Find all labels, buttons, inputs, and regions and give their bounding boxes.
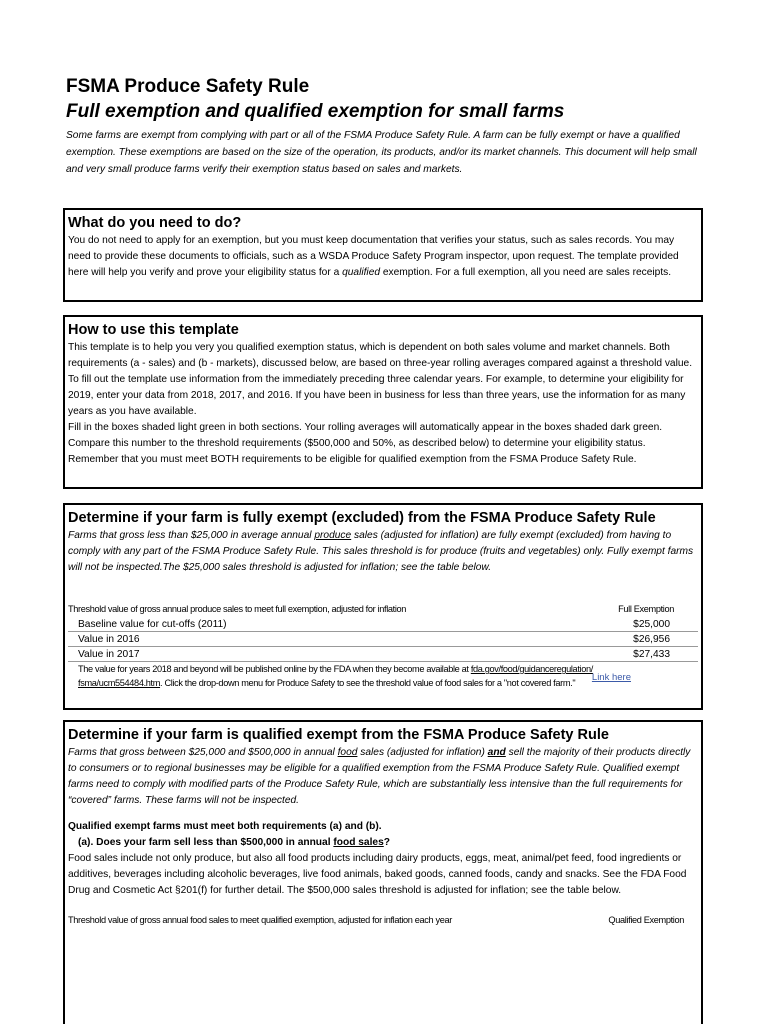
howto-section [63, 315, 703, 489]
qualified-exemption-section [63, 720, 703, 1024]
full-threshold-row: Baseline value for cut-offs (2011) $25,000 [68, 617, 698, 632]
full-threshold-label: Threshold value of gross annual produce sales to meet full exemption, adjusted for inflation [68, 604, 407, 614]
todo-heading: What do you need to do? [68, 215, 242, 231]
full-exemption-heading: Determine if your farm is fully exempt (excluded) from the FSMA Produce Safety Rule [68, 510, 656, 526]
fda-url-link[interactable]: fda.gov/food/guidanceregulation/ fsma/ucm554484.htm [78, 664, 593, 688]
full-exemption-section [63, 503, 703, 710]
howto-heading: How to use this template [68, 322, 239, 338]
todo-text: You do not need to apply for an exemption, but you must keep documentation that verifies your status, such as sales records. You may need to provide these documents to officials, such as a WSDA Produce Safety Program inspector, upon request. The template provided here will help you verify and prove your eligibility status for a qualified exemption. For a full exemption, all you need are sales receipts. [68, 235, 679, 278]
howto-paragraph-2: Fill in the boxes shaded light green in both sections. Your rolling averages will automatically appear in the boxes shaded dark green. Compare this number to the threshold requirements ($500,000 and 50%, as described below) to determine your eligibility status. Remember that you must meet BOTH requirements to be eligible for qualified exemption from the FSMA Produce Safety Rule. [68, 422, 663, 465]
food-sales-text: Food sales include not only produce, but also all food products including dairy products, eggs, meat, animal/pet feed, food ingredients or additives, beverages including alcoholic beverages, live food animals, baked goods, canned foods, candy and snacks. See the FDA Food Drug and Cosmetic Act §201(f) for further detail. The $500,000 sales threshold is adjusted for inflation; see the table below. [68, 853, 687, 896]
document-title: FSMA Produce Safety Rule [66, 76, 310, 97]
full-exemption-text: Farms that gross less than $25,000 in average annual produce sales (adjusted for inflation) are fully exempt (excluded) from having to comply with any part of the FSMA Produce Safety Rule. This sales threshold is for produce (fruits and vegetables) only. Fully exempt farms will not be inspected.The $25,000 sales threshold is adjusted for inflation; see the table below. [68, 530, 694, 573]
full-threshold-row: Value in 2017 $27,433 [68, 647, 698, 662]
full-threshold-note-row [68, 662, 698, 692]
qualified-threshold-column: Qualified Exemption [608, 915, 684, 925]
link-here[interactable]: Link here [591, 672, 631, 683]
full-threshold-header [68, 602, 698, 617]
qualified-exemption-text: Farms that gross between $25,000 and $500,000 in annual food sales (adjusted for inflation) and sell the majority of their products directly to consumers or to regional businesses may be eligible for a qualified exemption from the FSMA Produce Safety Rule. Qualified exempt farms need to comply with modified parts of the Produce Safety Rule, which are substantially less intensive than the full requirements for “covered” farms. These farms will not be inspected. [68, 747, 691, 806]
qualified-requirements-heading: Qualified exempt farms must meet both requirements (a) and (b). [68, 821, 382, 832]
howto-paragraph-1: This template is to help you very you qualified exemption status, which is dependent on both sales volume and market channels. Both requirements (a - sales) and (b - markets), discussed below, are based on three-year rolling averages compared against a threshold value. To fill out the template use information from the immediately preceding three calendar years. For example, to determine your eligibility for 2019, enter your data from 2018, 2017, and 2016. If you have been in business for less than three years, use the information for as many years as you have available. [68, 342, 693, 417]
qualified-threshold-header [68, 913, 698, 928]
full-threshold-row: Value in 2016 $26,956 [68, 632, 698, 647]
full-threshold-note: The value for years 2018 and beyond will be published online by the FDA when they become available at fda.gov/food/guidanceregulation/ fsma/ucm554484.htm. Click the drop-down menu for Produce Safety to see the threshold value of food sales for a "not covered farm." [78, 664, 593, 688]
full-threshold-column: Full Exemption [618, 604, 674, 614]
intro-text: Some farms are exempt from complying with part or all of the FSMA Produce Safety Rule. A farm can be fully exempt or have a qualified exemption. These exemptions are based on the size of the operation, its products, and/or its market channels. This document will help small and very small produce farms verify their exemption status based on sales and markets. [66, 130, 697, 175]
requirement-a-question: (a). Does your farm sell less than $500,000 in annual food sales? [78, 837, 390, 848]
qualified-exemption-heading: Determine if your farm is qualified exempt from the FSMA Produce Safety Rule [68, 727, 609, 743]
qualified-threshold-label: Threshold value of gross annual food sales to meet qualified exemption, adjusted for inflation each year [68, 915, 452, 925]
todo-section [63, 208, 703, 302]
document-subtitle: Full exemption and qualified exemption for small farms [66, 101, 565, 122]
